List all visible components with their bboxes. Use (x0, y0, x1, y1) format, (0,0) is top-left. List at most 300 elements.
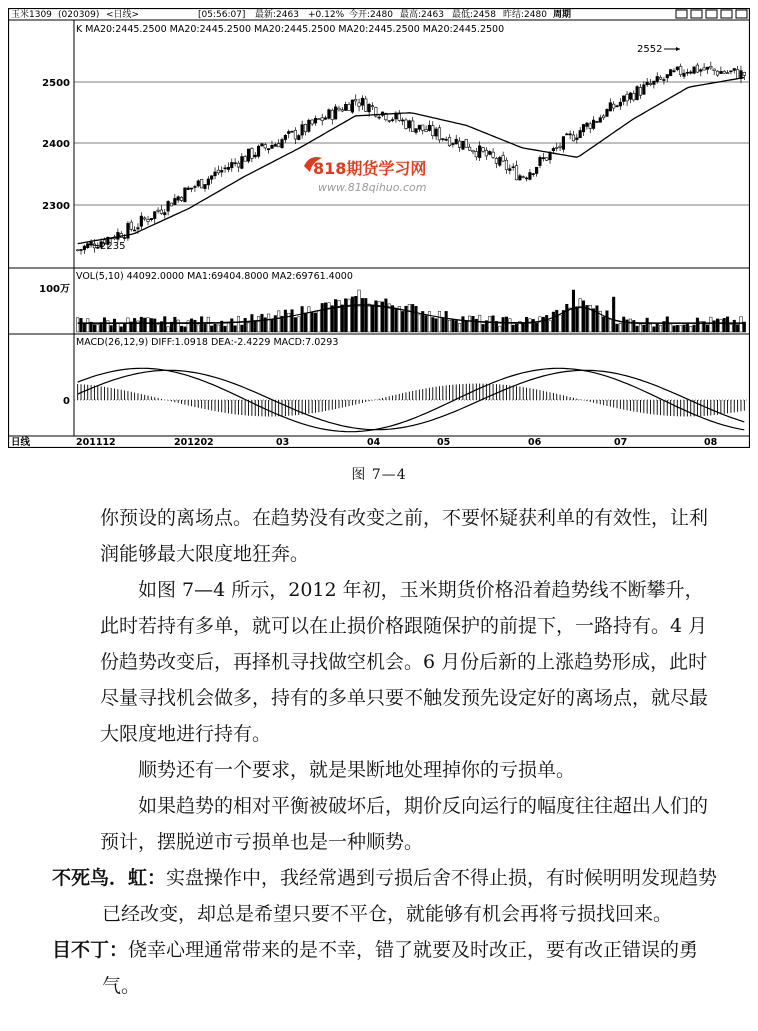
volume-bar (277, 311, 280, 332)
volume-bar (525, 317, 528, 332)
dialogue-item (0, 932, 758, 1004)
dialogue-item (0, 860, 758, 932)
volume-bar (609, 319, 612, 332)
candle (184, 188, 187, 202)
volume-bar (93, 325, 96, 332)
volume-bar (321, 303, 324, 332)
volume-bar (338, 300, 341, 332)
volume-bar (649, 324, 652, 332)
volume-bar (602, 317, 605, 332)
volume-bar (318, 311, 321, 332)
candle (626, 94, 629, 101)
candle (465, 139, 468, 147)
watermark (304, 157, 426, 194)
volume-bar (395, 309, 398, 332)
candle (83, 246, 86, 250)
candle (679, 66, 682, 74)
volume-bar (184, 327, 187, 332)
volume-bar (435, 319, 438, 332)
volume-indicator-label: VOL(5,10) 44092.0000 MA1:69404.8000 MA2:69761.4000 (76, 271, 353, 282)
chart-header (11, 8, 571, 20)
volume-bar (488, 317, 491, 332)
candle (174, 198, 177, 204)
paragraph: 顺势还有一个要求，就是果断地处理掉你的亏损单。 (138, 759, 576, 781)
volume-bar (344, 299, 347, 332)
dialogue-text: 侥幸心理通常带来的是不幸，错了就要及时改正，要有改正错误的勇气。 (102, 939, 699, 997)
candle (612, 104, 615, 108)
volume-bar (676, 325, 679, 332)
candle (542, 158, 545, 159)
candle (311, 120, 314, 124)
volume-bar (740, 317, 743, 332)
candle (167, 201, 170, 211)
candle (676, 67, 679, 70)
volume-bar (174, 317, 177, 332)
volume-bar (415, 306, 418, 332)
dialogue-speaker: 不死鸟．虹： (52, 867, 167, 889)
x-tick-label: 201112 (76, 437, 116, 448)
volume-bar (576, 307, 579, 332)
volume-bar (442, 318, 445, 332)
candle (435, 129, 438, 136)
candle (693, 67, 696, 73)
candle (200, 179, 203, 188)
volume-bar (656, 323, 659, 332)
volume-bar (636, 326, 639, 332)
volume-bar (673, 326, 676, 332)
candle (475, 152, 478, 157)
candle (602, 116, 605, 118)
candle (217, 170, 220, 173)
candle (733, 69, 736, 71)
candle (308, 120, 311, 131)
volume-bar (572, 290, 575, 332)
candle (663, 80, 666, 81)
candle (723, 71, 726, 73)
volume-bar (140, 317, 143, 332)
candle (117, 232, 120, 239)
candle (244, 156, 247, 161)
candle (334, 107, 337, 119)
candle (391, 120, 394, 121)
restore-icon[interactable] (691, 10, 702, 18)
candle (204, 184, 207, 188)
volume-bar (398, 306, 401, 332)
candle (492, 152, 495, 157)
volume-bar (552, 312, 555, 332)
candle (576, 138, 579, 140)
candle (378, 117, 381, 118)
volume-bar (535, 323, 538, 332)
header-period: <日线> (106, 10, 140, 20)
volume-bar (291, 310, 294, 332)
scroll-icon[interactable] (736, 10, 747, 18)
candle (522, 177, 525, 178)
candle (365, 99, 368, 111)
volume-bar (227, 323, 230, 332)
header-change: +0.12% (308, 10, 345, 20)
volume-bar (200, 317, 203, 332)
candle (97, 247, 100, 248)
volume-bar (314, 313, 317, 332)
candle (210, 176, 213, 179)
candle (190, 188, 193, 189)
volume-bar (117, 323, 120, 332)
volume-bar (455, 321, 458, 332)
candle (180, 197, 183, 200)
volume-bar (458, 323, 461, 332)
candle (569, 134, 572, 135)
candle (505, 160, 508, 170)
volume-bar (592, 309, 595, 332)
candle (187, 188, 190, 190)
volume-bar (210, 326, 213, 332)
candle (659, 77, 662, 79)
volume-bar (509, 319, 512, 332)
volume-bar (716, 319, 719, 332)
candle (287, 132, 290, 134)
volume-bar (351, 297, 354, 332)
y-tick-label: 2500 (42, 78, 70, 89)
candle (214, 172, 217, 176)
candle (589, 124, 592, 129)
candle (177, 197, 180, 200)
volume-bar (720, 320, 723, 332)
volume-bar (522, 324, 525, 332)
volume-bar (294, 318, 297, 332)
volume-bar (432, 317, 435, 332)
volume-bar (452, 319, 455, 332)
volume-bar (515, 324, 518, 332)
candle (170, 203, 173, 206)
figure-caption: 图 7—4 (351, 467, 407, 483)
volume-bar (448, 320, 451, 332)
volume-bar (559, 315, 562, 332)
candle (616, 106, 619, 107)
volume-bar (639, 324, 642, 332)
volume-bar (83, 323, 86, 332)
y-tick-label: 2400 (42, 139, 70, 150)
candle (291, 131, 294, 132)
volume-bar (629, 319, 632, 332)
volume-bar (234, 326, 237, 332)
x-tick-label: 201202 (174, 437, 214, 448)
volume-bar (80, 318, 83, 332)
volume-bar (298, 317, 301, 332)
candle (639, 87, 642, 95)
candle (596, 121, 599, 122)
candle (354, 99, 357, 101)
candle (619, 102, 622, 106)
volume-bar (411, 304, 414, 332)
candle (689, 72, 692, 73)
price-indicator-label: K MA20:2445.2500 MA20:2445.2500 MA20:2445.2500 MA20:2445.2500 MA20:2445.2500 (76, 24, 505, 35)
volume-bar (133, 318, 136, 332)
candle (227, 167, 230, 169)
volume-bar (103, 318, 106, 332)
volume-bar (371, 305, 374, 332)
volume-bar (616, 324, 619, 332)
volume-bar (569, 308, 572, 332)
volume-bar (425, 315, 428, 332)
candle (515, 166, 518, 180)
volume-bar (267, 314, 270, 332)
candle (726, 73, 729, 74)
volume-bar (237, 316, 240, 332)
volume-bar (281, 316, 284, 332)
candle (157, 210, 160, 211)
volume-bar (693, 325, 696, 332)
volume-bar (418, 315, 421, 332)
candle (207, 179, 210, 185)
candle (150, 218, 153, 219)
volume-bar (401, 311, 404, 332)
volume-bar (505, 317, 508, 332)
volume-bar (107, 321, 110, 332)
volume-bar (194, 320, 197, 332)
volume-bar (586, 305, 589, 332)
volume-bar (468, 316, 471, 332)
candle (609, 103, 612, 111)
candle (482, 148, 485, 152)
volume-bar (207, 317, 210, 332)
candle (495, 158, 498, 163)
candle (237, 163, 240, 167)
x-tick-label: 04 (367, 437, 381, 448)
candle (361, 98, 364, 105)
candle (421, 125, 424, 130)
chart-svg (8, 8, 750, 448)
volume-bar (150, 318, 153, 332)
volume-bar (659, 325, 662, 332)
candle (579, 131, 582, 138)
candle (743, 72, 746, 75)
volume-bar (247, 323, 250, 332)
header-low: 最低:2458 (452, 10, 496, 20)
volume-bar (482, 324, 485, 332)
candle (93, 244, 96, 248)
volume-bar (555, 310, 558, 332)
header-latest: 最新:2463 (255, 10, 299, 20)
volume-bar (428, 312, 431, 332)
volume-bar (438, 311, 441, 332)
volume-bar (445, 311, 448, 332)
candle (324, 118, 327, 120)
candle (140, 216, 143, 226)
header-code: (020309) (58, 10, 100, 20)
volume-bar (261, 314, 264, 332)
candle (700, 70, 703, 72)
candle (408, 121, 411, 128)
volume-bar (301, 306, 304, 332)
volume-bar (254, 321, 257, 332)
volume-bar (341, 305, 344, 332)
volume-bar (726, 317, 729, 332)
chart-frame (9, 9, 750, 448)
volume-bar (348, 299, 351, 332)
volume-bar (354, 296, 357, 332)
candle (411, 121, 414, 132)
candle (713, 69, 716, 71)
candle (341, 110, 344, 111)
close-icon[interactable] (721, 10, 732, 18)
volume-bar (710, 317, 713, 332)
volume-bar (465, 321, 468, 332)
header-time: [05:56:07] (198, 10, 246, 20)
high-annotation: 2552 (637, 44, 663, 55)
candle (629, 93, 632, 99)
candle (247, 149, 250, 161)
candle (398, 114, 401, 121)
volume-bar (76, 318, 79, 332)
candle (438, 128, 441, 140)
candle (442, 139, 445, 140)
minimize-icon[interactable] (676, 10, 687, 18)
candle (301, 125, 304, 135)
volume-bar (512, 325, 515, 332)
x-axis-label: 日线 (11, 437, 31, 448)
candle (80, 249, 83, 250)
candle (137, 228, 140, 229)
volume-bar (358, 290, 361, 332)
candle (160, 210, 163, 213)
volume-bar (408, 305, 411, 332)
candle (572, 135, 575, 141)
candle (559, 146, 562, 147)
volume-bar (492, 316, 495, 332)
candle (633, 94, 636, 100)
volume-bar (478, 315, 481, 332)
candle (512, 167, 515, 168)
candle (696, 65, 699, 72)
volume-bar (646, 318, 649, 332)
candle (599, 118, 602, 123)
candle (415, 129, 418, 133)
volume-bar (113, 319, 116, 332)
volume-bar (164, 317, 167, 332)
volume-bar (706, 325, 709, 332)
candle (281, 140, 284, 148)
volume-bar (696, 318, 699, 332)
maximize-icon[interactable] (706, 10, 717, 18)
volume-bar (110, 325, 113, 332)
x-tick-label: 06 (528, 437, 542, 448)
y-tick-label: 2300 (42, 201, 70, 212)
volume-bar (147, 318, 150, 332)
volume-bar (308, 307, 311, 332)
candle (478, 146, 481, 158)
candle (147, 219, 150, 221)
candle (686, 72, 689, 73)
volume-bar (582, 301, 585, 332)
candle (418, 125, 421, 129)
x-tick-label: 05 (437, 437, 451, 448)
paragraph: 如果趋势的相对平衡被破坏后，期价反向运行的幅度往往超出人们的预计，摆脱逆市亏损单也是一种顺势。 (100, 795, 709, 853)
candle (499, 157, 502, 165)
volume-bar (241, 325, 244, 332)
volume-bar (127, 318, 130, 332)
candle (284, 135, 287, 139)
candle (271, 145, 274, 148)
volume-bar (545, 315, 548, 332)
candle (76, 250, 79, 251)
macd-zero-tick: 0 (63, 396, 70, 407)
candle (643, 85, 646, 95)
volume-bar (190, 319, 193, 332)
volume-bar (562, 310, 565, 332)
volume-bar (231, 319, 234, 332)
candle (298, 135, 301, 139)
volume-bar (167, 327, 170, 332)
candle (405, 120, 408, 129)
candle (462, 141, 465, 149)
candle (532, 174, 535, 175)
candle (562, 137, 565, 150)
volume-bar (217, 325, 220, 332)
candle (452, 144, 455, 145)
candle (344, 104, 347, 110)
dialogue-text: 实盘操作中，我经常遇到亏损后舍不得止损，有时候明明发现趋势已经改变，却总是希望只要不平仓，就能够有机会再将亏损找回来。 (102, 867, 718, 925)
volume-bar (669, 324, 672, 332)
candle (566, 134, 569, 135)
candle (606, 109, 609, 116)
candle (368, 104, 371, 112)
volume-bar (311, 313, 314, 332)
volume-bar (539, 317, 542, 332)
candle (703, 68, 706, 70)
window-controls[interactable] (676, 10, 747, 18)
macd-indicator-label: MACD(26,12,9) DIFF:1.0918 DEA:-2.4229 MACD:7.0293 (76, 337, 339, 348)
candle (455, 139, 458, 144)
candle (371, 106, 374, 107)
watermark-url: www.818qihuo.com (318, 181, 427, 194)
volume-bar (120, 327, 123, 332)
volume-bar (532, 319, 535, 332)
candle (251, 148, 254, 158)
candle (425, 130, 428, 132)
candle (164, 213, 167, 215)
paragraph: 如图 7—4 所示，2012 年初，玉米期货价格沿着趋势线不断攀升，此时若持有多单，就可以在止损价格跟随保护的前提下，一路持有。4 月份趋势改变后，再择机寻找做空机会。6 月份后新的上涨趋势形成，此时尽量寻找机会做多，持有的多单只要不触发预先设定好的离场点，就尽最大限度地进行持有。 (100, 579, 709, 745)
x-tick-label: 03 (276, 437, 290, 448)
x-tick-label: 08 (704, 437, 718, 448)
candle (328, 110, 331, 119)
volume-bar (204, 324, 207, 332)
body-text (0, 500, 758, 1004)
candle (636, 87, 639, 100)
candle (706, 67, 709, 69)
candle (545, 158, 548, 161)
header-mode[interactable]: 周期 (553, 10, 572, 20)
volume-bar (123, 324, 126, 332)
candle (428, 125, 431, 130)
volume-bar (462, 317, 465, 332)
volume-bar (736, 325, 739, 332)
volume-bar (331, 306, 334, 332)
candle (264, 145, 267, 148)
candle (649, 83, 652, 84)
candle (127, 223, 130, 238)
candle (257, 146, 260, 156)
volume-bar (549, 321, 552, 332)
candle (254, 155, 257, 157)
volume-bar (566, 304, 569, 332)
candle (555, 147, 558, 148)
candle (224, 168, 227, 169)
candle (539, 157, 542, 165)
candle (485, 150, 488, 156)
candle (552, 148, 555, 150)
volume-y-tick: 100万 (39, 284, 70, 295)
